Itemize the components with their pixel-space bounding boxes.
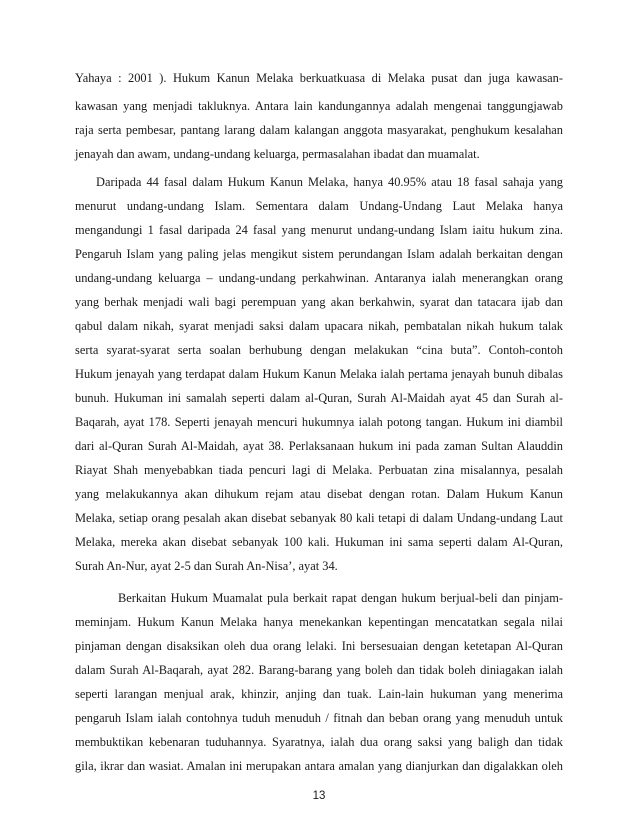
paragraph-2-line-4: Pengaruh Islam yang paling jelas mengikut sistem perundangan Islam adalah berkaitan dengan [75,247,563,261]
paragraph-2-line-9: Hukum jenayah yang terdapat dalam Hukum Kanun Melaka ialah pertama jenayah bunuh dibalas [75,367,563,381]
paragraph-2-line-16: Melaka, mereka akan disebat sebanyak 100 kali. Hukuman ini sama seperti dalam Al-Quran, [75,535,563,549]
paragraph-2-line-8: serta syarat-syarat serta soalan berhubung dengan melakukan “cina buta”. Contoh-contoh [75,343,563,357]
paragraph-2-line-1: Daripada 44 fasal dalam Hukum Kanun Melaka, hanya 40.95% atau 18 fasal sahaja yang [96,175,563,189]
paragraph-3-line-8: gila, ikrar dan wasiat. Amalan ini merupakan antara amalan yang dianjurkan dan digalakkan oleh [75,759,563,773]
paragraph-2-line-2: menurut undang-undang Islam. Sementara dalam Undang-Undang Laut Melaka hanya [75,199,563,213]
paragraph-2-line-17: Surah An-Nur, ayat 2-5 dan Surah An-Nisa’, ayat 34. [75,559,338,573]
paragraph-2-line-10: bunuh. Hukuman ini samalah seperti dalam al-Quran, Surah Al-Maidah ayat 45 dan Surah al- [75,391,563,405]
paragraph-3-line-2: meminjam. Hukum Kanun Melaka hanya menekankan kepentingan mencatatkan segala nilai [75,615,563,629]
page-number: 13 [312,790,326,802]
paragraph-2-line-3: mengandungi 1 fasal daripada 24 fasal yang menurut undang-undang Islam iaitu hukum zina. [75,223,563,237]
paragraph-3-line-4: dalam Surah Al-Baqarah, ayat 282. Barang-barang yang boleh dan tidak boleh diniagakan ialah [75,663,563,677]
paragraph-2-line-6: yang berhak menjadi wali bagi perempuan yang akan berkahwin, syarat dan tatacara ijab dan [75,295,563,309]
paragraph-3-line-6: pengaruh Islam ialah contohnya tuduh menuduh / fitnah dan beban orang yang menuduh untuk [75,711,563,725]
paragraph-3-line-5: seperti larangan menjual arak, khinzir, anjing dan tuak. Lain-lain hukuman yang menerima [75,687,563,701]
paragraph-2-line-11: Baqarah, ayat 178. Seperti jenayah mencuri hukumnya ialah potong tangan. Hukum ini diambil [75,415,563,429]
paragraph-3-line-1: Berkaitan Hukum Muamalat pula berkait rapat dengan hukum berjual-beli dan pinjam- [118,591,563,605]
paragraph-1-line-1: Yahaya : 2001 ). Hukum Kanun Melaka berkuatkuasa di Melaka pusat dan juga kawasan- [75,71,563,85]
paragraph-2-line-7: qabul dalam nikah, syarat menjadi saksi dalam upacara nikah, pembatalan nikah hukum talak [75,319,563,333]
paragraph-2-line-15: Melaka, setiap orang pesalah akan disebat sebanyak 80 kali tetapi di dalam Undang-undang Laut [75,511,563,525]
paragraph-2-line-12: dari al-Quran Surah Al-Maidah, ayat 38. Perlaksanaan hukum ini pada zaman Sultan Alauddin [75,439,563,453]
paragraph-1-line-2: kawasan yang menjadi takluknya. Antara lain kandungannya adalah mengenai tanggungjawab [75,99,563,113]
paragraph-1-line-4: jenayah dan awam, undang-undang keluarga, permasalahan ibadat dan muamalat. [75,147,480,161]
paragraph-1-line-3: raja serta pembesar, pantang larang dalam kalangan anggota masyarakat, penghukum kesalahan [75,123,563,137]
paragraph-2-line-13: Riayat Shah menyebabkan tiada pencuri lagi di Melaka. Perbuatan zina misalannya, pesalah [75,463,563,477]
paragraph-2-line-5: undang-undang keluarga – undang-undang perkahwinan. Antaranya ialah menerangkan orang [75,271,563,285]
paragraph-3-line-3: pinjaman dengan disaksikan oleh dua orang lelaki. Ini bersesuaian dengan ketetapan Al-Quran [75,639,563,653]
paragraph-2-line-14: yang melakukannya akan dihukum rejam atau disebat dengan rotan. Dalam Hukum Kanun [75,487,563,501]
paragraph-3-line-7: membuktikan kebenaran tuduhannya. Syaratnya, ialah dua orang saksi yang baligh dan tidak [75,735,563,749]
